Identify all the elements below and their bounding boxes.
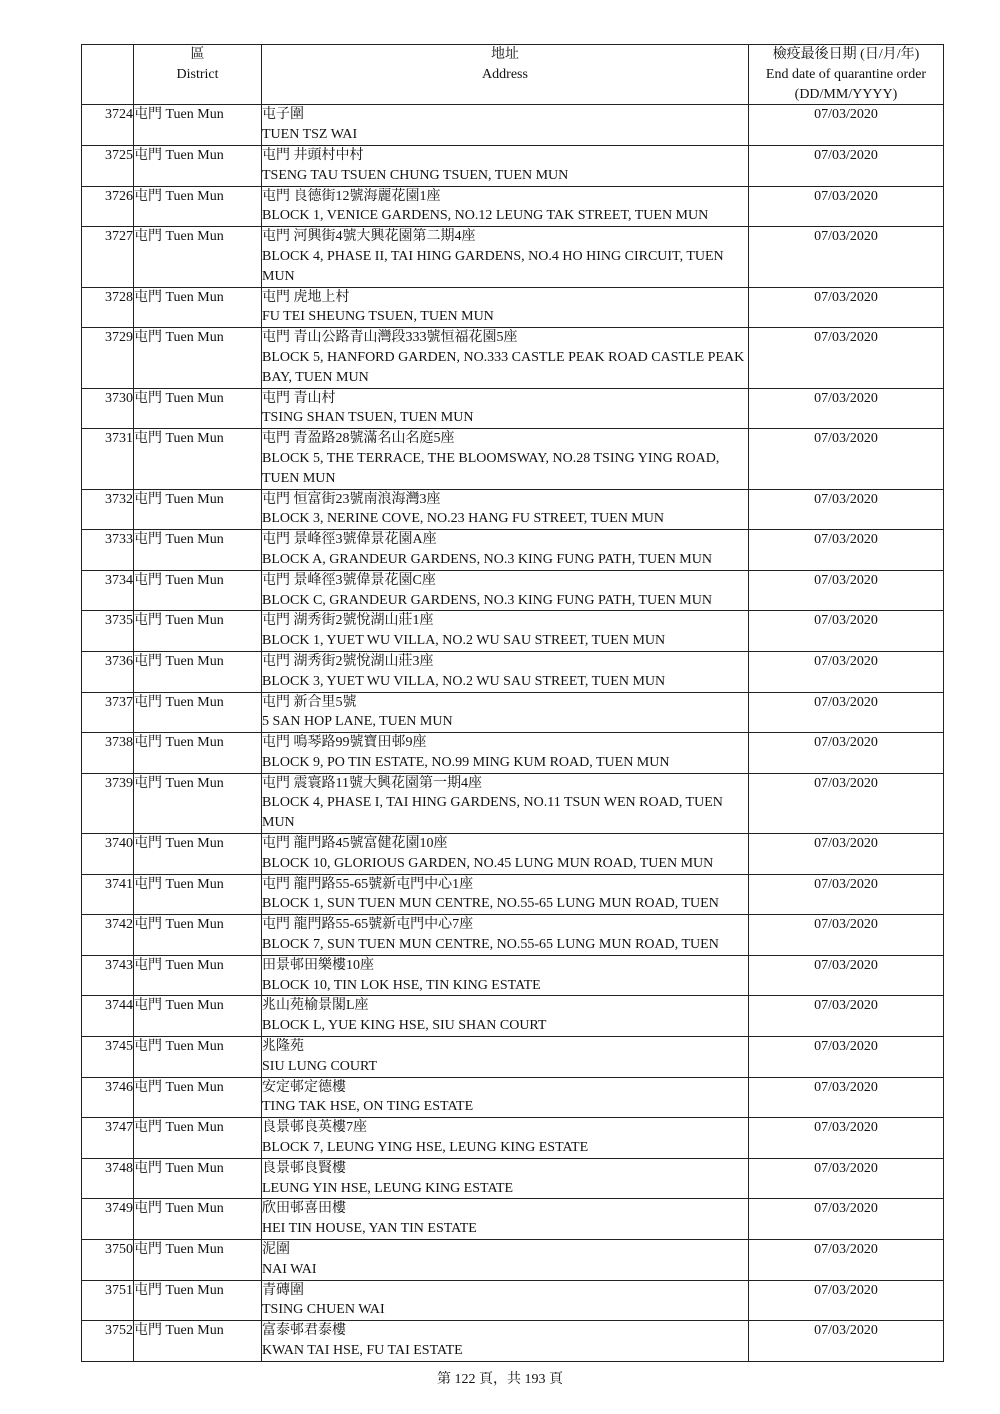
address-zh: 屯門 龍門路55-65號新屯門中心1座 — [262, 876, 474, 892]
row-number: 3745 — [82, 1037, 134, 1078]
address-en: LEUNG YIN HSE, LEUNG KING ESTATE — [262, 1180, 514, 1196]
address-en: BLOCK 10, GLORIOUS GARDEN, NO.45 LUNG MUN ROAD, TUEN MUN — [262, 855, 714, 871]
table-row — [82, 1077, 944, 1118]
address-en: TSING SHAN TSUEN, TUEN MUN — [262, 410, 474, 426]
row-number: 3738 — [82, 733, 134, 774]
address-zh: 泥圍 — [262, 1242, 290, 1258]
address-en: BLOCK 7, SUN TUEN MUN CENTRE, NO.55-65 LUNG MUN ROAD, TUEN — [262, 937, 719, 953]
address-zh: 良景邨良英樓7座 — [262, 1120, 367, 1136]
header-date-cell — [749, 45, 944, 105]
address-en: HEI TIN HOUSE, YAN TIN ESTATE — [262, 1221, 477, 1237]
table-row — [82, 1158, 944, 1199]
row-address — [262, 651, 749, 692]
table-row — [82, 489, 944, 530]
address-zh: 富泰邨君泰樓 — [262, 1323, 346, 1339]
row-district: 屯門 Tuen Mun — [134, 692, 262, 733]
table-row — [82, 692, 944, 733]
row-date: 07/03/2020 — [749, 1037, 944, 1078]
address-en: BLOCK 1, YUET WU VILLA, NO.2 WU SAU STREET, TUEN MUN — [262, 633, 666, 649]
table-row — [82, 874, 944, 915]
row-number: 3736 — [82, 651, 134, 692]
table-row — [82, 570, 944, 611]
row-district: 屯門 Tuen Mun — [134, 429, 262, 489]
header-address-cell — [262, 45, 749, 105]
address-zh: 屯門 青山公路青山灣段333號恒福花園5座 — [262, 330, 518, 346]
row-address — [262, 1199, 749, 1240]
row-district: 屯門 Tuen Mun — [134, 145, 262, 186]
row-number: 3735 — [82, 611, 134, 652]
address-en: NAI WAI — [262, 1261, 317, 1277]
address-zh: 兆山苑榆景閣L座 — [262, 998, 369, 1014]
row-district: 屯門 Tuen Mun — [134, 874, 262, 915]
row-district: 屯門 Tuen Mun — [134, 1280, 262, 1321]
table-row — [82, 955, 944, 996]
row-address — [262, 773, 749, 833]
row-district: 屯門 Tuen Mun — [134, 570, 262, 611]
row-date: 07/03/2020 — [749, 388, 944, 429]
row-district: 屯門 Tuen Mun — [134, 1158, 262, 1199]
row-date: 07/03/2020 — [749, 1077, 944, 1118]
address-zh: 屯門 龍門路55-65號新屯門中心7座 — [262, 917, 474, 933]
row-date: 07/03/2020 — [749, 1199, 944, 1240]
address-zh: 屯門 良德街12號海麗花園1座 — [262, 188, 441, 204]
address-en: TING TAK HSE, ON TING ESTATE — [262, 1099, 474, 1115]
row-address — [262, 287, 749, 328]
table-row — [82, 186, 944, 227]
header-address-zh: 地址 — [491, 47, 519, 62]
table-row — [82, 105, 944, 146]
row-district: 屯門 Tuen Mun — [134, 287, 262, 328]
table-row — [82, 651, 944, 692]
row-district: 屯門 Tuen Mun — [134, 651, 262, 692]
address-en: BLOCK 3, NERINE COVE, NO.23 HANG FU STREET, TUEN MUN — [262, 511, 664, 527]
row-address — [262, 530, 749, 571]
address-zh: 青磚圍 — [262, 1282, 304, 1298]
row-date: 07/03/2020 — [749, 227, 944, 287]
table-row — [82, 996, 944, 1037]
address-zh: 屯門 龍門路45號富健花園10座 — [262, 836, 448, 852]
header-date-format: (DD/MM/YYYY) — [794, 86, 898, 102]
address-en: BLOCK 9, PO TIN ESTATE, NO.99 MING KUM ROAD, TUEN MUN — [262, 754, 670, 770]
row-number: 3740 — [82, 834, 134, 875]
row-district: 屯門 Tuen Mun — [134, 227, 262, 287]
row-address — [262, 733, 749, 774]
table-row — [82, 1037, 944, 1078]
row-number: 3724 — [82, 105, 134, 146]
row-address — [262, 874, 749, 915]
row-district: 屯門 Tuen Mun — [134, 1240, 262, 1281]
address-en: BLOCK 5, HANFORD GARDEN, NO.333 CASTLE PEAK ROAD CASTLE PEAK BAY, TUEN MUN — [262, 349, 745, 385]
address-en: 5 SAN HOP LANE, TUEN MUN — [262, 714, 453, 730]
header-date-en: End date of quarantine order — [765, 66, 927, 82]
row-district: 屯門 Tuen Mun — [134, 530, 262, 571]
row-date: 07/03/2020 — [749, 328, 944, 388]
row-address — [262, 1077, 749, 1118]
row-district: 屯門 Tuen Mun — [134, 1037, 262, 1078]
header-date-zh: 檢疫最後日期 (日/月/年) — [772, 47, 920, 62]
row-address — [262, 611, 749, 652]
address-zh: 屯門 湖秀街2號悅湖山莊1座 — [262, 613, 434, 629]
address-en: BLOCK 10, TIN LOK HSE, TIN KING ESTATE — [262, 977, 541, 993]
row-district: 屯門 Tuen Mun — [134, 996, 262, 1037]
table-row — [82, 530, 944, 571]
address-zh: 屯門 青盈路28號滿名山名庭5座 — [262, 431, 455, 447]
row-date: 07/03/2020 — [749, 955, 944, 996]
table-row — [82, 611, 944, 652]
row-number: 3746 — [82, 1077, 134, 1118]
row-district: 屯門 Tuen Mun — [134, 1199, 262, 1240]
row-district: 屯門 Tuen Mun — [134, 388, 262, 429]
row-district: 屯門 Tuen Mun — [134, 186, 262, 227]
address-zh: 屯門 湖秀街2號悅湖山莊3座 — [262, 653, 434, 669]
row-address — [262, 1280, 749, 1321]
row-address — [262, 388, 749, 429]
address-en: TSING CHUEN WAI — [262, 1302, 385, 1318]
table-row — [82, 834, 944, 875]
row-district: 屯門 Tuen Mun — [134, 489, 262, 530]
table-row — [82, 328, 944, 388]
address-zh: 屯門 新合里5號 — [262, 694, 357, 710]
row-date: 07/03/2020 — [749, 1321, 944, 1362]
row-address — [262, 105, 749, 146]
row-number: 3749 — [82, 1199, 134, 1240]
row-address — [262, 915, 749, 956]
row-number: 3725 — [82, 145, 134, 186]
address-en: BLOCK 4, PHASE I, TAI HING GARDENS, NO.11 TSUN WEN ROAD, TUEN MUN — [262, 795, 723, 831]
address-zh: 屯門 震寰路11號大興花園第一期4座 — [262, 775, 482, 791]
row-address — [262, 1037, 749, 1078]
row-date: 07/03/2020 — [749, 915, 944, 956]
row-address — [262, 328, 749, 388]
address-en: TSENG TAU TSUEN CHUNG TSUEN, TUEN MUN — [262, 167, 569, 183]
row-district: 屯門 Tuen Mun — [134, 915, 262, 956]
row-date: 07/03/2020 — [749, 145, 944, 186]
row-date: 07/03/2020 — [749, 1280, 944, 1321]
row-address — [262, 1240, 749, 1281]
row-number: 3728 — [82, 287, 134, 328]
row-date: 07/03/2020 — [749, 733, 944, 774]
row-address — [262, 489, 749, 530]
row-district: 屯門 Tuen Mun — [134, 733, 262, 774]
row-address — [262, 429, 749, 489]
row-number: 3730 — [82, 388, 134, 429]
row-number: 3750 — [82, 1240, 134, 1281]
row-number: 3742 — [82, 915, 134, 956]
row-number: 3747 — [82, 1118, 134, 1159]
row-district: 屯門 Tuen Mun — [134, 1321, 262, 1362]
row-address — [262, 186, 749, 227]
row-date: 07/03/2020 — [749, 773, 944, 833]
row-district: 屯門 Tuen Mun — [134, 955, 262, 996]
table-row — [82, 1240, 944, 1281]
row-address — [262, 1321, 749, 1362]
row-number: 3752 — [82, 1321, 134, 1362]
table-row — [82, 287, 944, 328]
row-number: 3737 — [82, 692, 134, 733]
row-number: 3734 — [82, 570, 134, 611]
address-zh: 兆隆苑 — [262, 1039, 304, 1055]
table-row — [82, 388, 944, 429]
address-zh: 屯門 鳴琴路99號寶田邨9座 — [262, 735, 427, 751]
quarantine-table — [81, 44, 944, 1362]
header-district-zh: 區 — [190, 47, 205, 62]
table-row — [82, 1118, 944, 1159]
row-date: 07/03/2020 — [749, 570, 944, 611]
address-zh: 屯門 恒富街23號南浪海灣3座 — [262, 491, 441, 507]
address-zh: 屯門 青山村 — [262, 390, 336, 406]
row-number: 3743 — [82, 955, 134, 996]
row-district: 屯門 Tuen Mun — [134, 328, 262, 388]
row-number: 3733 — [82, 530, 134, 571]
address-en: BLOCK C, GRANDEUR GARDENS, NO.3 KING FUNG PATH, TUEN MUN — [262, 592, 712, 608]
address-en: BLOCK L, YUE KING HSE, SIU SHAN COURT — [262, 1018, 547, 1034]
row-address — [262, 996, 749, 1037]
row-number: 3748 — [82, 1158, 134, 1199]
row-date: 07/03/2020 — [749, 996, 944, 1037]
address-zh: 屯門 虎地上村 — [262, 289, 350, 305]
row-address — [262, 1118, 749, 1159]
table-row — [82, 773, 944, 833]
row-number: 3732 — [82, 489, 134, 530]
row-number: 3729 — [82, 328, 134, 388]
table-row — [82, 227, 944, 287]
address-zh: 屯門 景峰徑3號偉景花園A座 — [262, 532, 437, 548]
row-number: 3727 — [82, 227, 134, 287]
address-zh: 屯子圍 — [262, 107, 304, 123]
row-date: 07/03/2020 — [749, 530, 944, 571]
table-row — [82, 429, 944, 489]
address-zh: 良景邨良賢樓 — [262, 1160, 346, 1176]
address-zh: 屯門 景峰徑3號偉景花園C座 — [262, 572, 436, 588]
address-en: BLOCK 7, LEUNG YING HSE, LEUNG KING ESTATE — [262, 1140, 589, 1156]
table-row — [82, 1321, 944, 1362]
row-number: 3726 — [82, 186, 134, 227]
row-address — [262, 1158, 749, 1199]
row-date: 07/03/2020 — [749, 429, 944, 489]
row-date: 07/03/2020 — [749, 1118, 944, 1159]
row-date: 07/03/2020 — [749, 287, 944, 328]
table-body — [82, 105, 944, 1361]
address-zh: 欣田邨喜田樓 — [262, 1201, 346, 1217]
row-district: 屯門 Tuen Mun — [134, 1077, 262, 1118]
row-date: 07/03/2020 — [749, 1240, 944, 1281]
row-date: 07/03/2020 — [749, 834, 944, 875]
row-address — [262, 834, 749, 875]
row-date: 07/03/2020 — [749, 186, 944, 227]
row-date: 07/03/2020 — [749, 692, 944, 733]
row-number: 3751 — [82, 1280, 134, 1321]
header-address-en: Address — [482, 66, 528, 82]
address-zh: 田景邨田樂樓10座 — [262, 957, 374, 973]
row-address — [262, 145, 749, 186]
table-row — [82, 1199, 944, 1240]
row-address — [262, 570, 749, 611]
address-zh: 屯門 井頭村中村 — [262, 147, 364, 163]
header-district-en: District — [176, 66, 219, 82]
address-en: TUEN TSZ WAI — [262, 127, 358, 143]
row-date: 07/03/2020 — [749, 874, 944, 915]
row-date: 07/03/2020 — [749, 611, 944, 652]
address-zh: 安定邨定德樓 — [262, 1079, 346, 1095]
table-row — [82, 145, 944, 186]
row-date: 07/03/2020 — [749, 489, 944, 530]
address-en: BLOCK 1, VENICE GARDENS, NO.12 LEUNG TAK STREET, TUEN MUN — [262, 208, 709, 224]
row-address — [262, 955, 749, 996]
page-footer: 第 122 頁，共 193 頁 — [437, 1372, 563, 1387]
address-en: BLOCK A, GRANDEUR GARDENS, NO.3 KING FUNG PATH, TUEN MUN — [262, 551, 712, 567]
address-en: KWAN TAI HSE, FU TAI ESTATE — [262, 1343, 463, 1358]
address-en: SIU LUNG COURT — [262, 1058, 378, 1074]
row-district: 屯門 Tuen Mun — [134, 105, 262, 146]
row-address — [262, 227, 749, 287]
row-number: 3744 — [82, 996, 134, 1037]
address-en: BLOCK 5, THE TERRACE, THE BLOOMSWAY, NO.28 TSING YING ROAD, TUEN MUN — [262, 450, 720, 486]
address-zh: 屯門 河興街4號大興花園第二期4座 — [262, 229, 476, 245]
row-number: 3731 — [82, 429, 134, 489]
row-district: 屯門 Tuen Mun — [134, 834, 262, 875]
row-number: 3741 — [82, 874, 134, 915]
row-district: 屯門 Tuen Mun — [134, 773, 262, 833]
table-row — [82, 1280, 944, 1321]
row-district: 屯門 Tuen Mun — [134, 611, 262, 652]
row-date: 07/03/2020 — [749, 1158, 944, 1199]
table-row — [82, 733, 944, 774]
table-row — [82, 915, 944, 956]
row-date: 07/03/2020 — [749, 651, 944, 692]
address-en: BLOCK 3, YUET WU VILLA, NO.2 WU SAU STREET, TUEN MUN — [262, 673, 666, 689]
address-en: BLOCK 4, PHASE II, TAI HING GARDENS, NO.4 HO HING CIRCUIT, TUEN MUN — [262, 248, 724, 284]
header-district-cell — [134, 45, 262, 105]
row-number: 3739 — [82, 773, 134, 833]
row-district: 屯門 Tuen Mun — [134, 1118, 262, 1159]
address-en: FU TEI SHEUNG TSUEN, TUEN MUN — [262, 309, 494, 325]
table-header-row — [82, 45, 944, 105]
header-number-cell — [82, 45, 134, 105]
address-en: BLOCK 1, SUN TUEN MUN CENTRE, NO.55-65 LUNG MUN ROAD, TUEN — [262, 896, 719, 912]
row-date: 07/03/2020 — [749, 105, 944, 146]
row-address — [262, 692, 749, 733]
